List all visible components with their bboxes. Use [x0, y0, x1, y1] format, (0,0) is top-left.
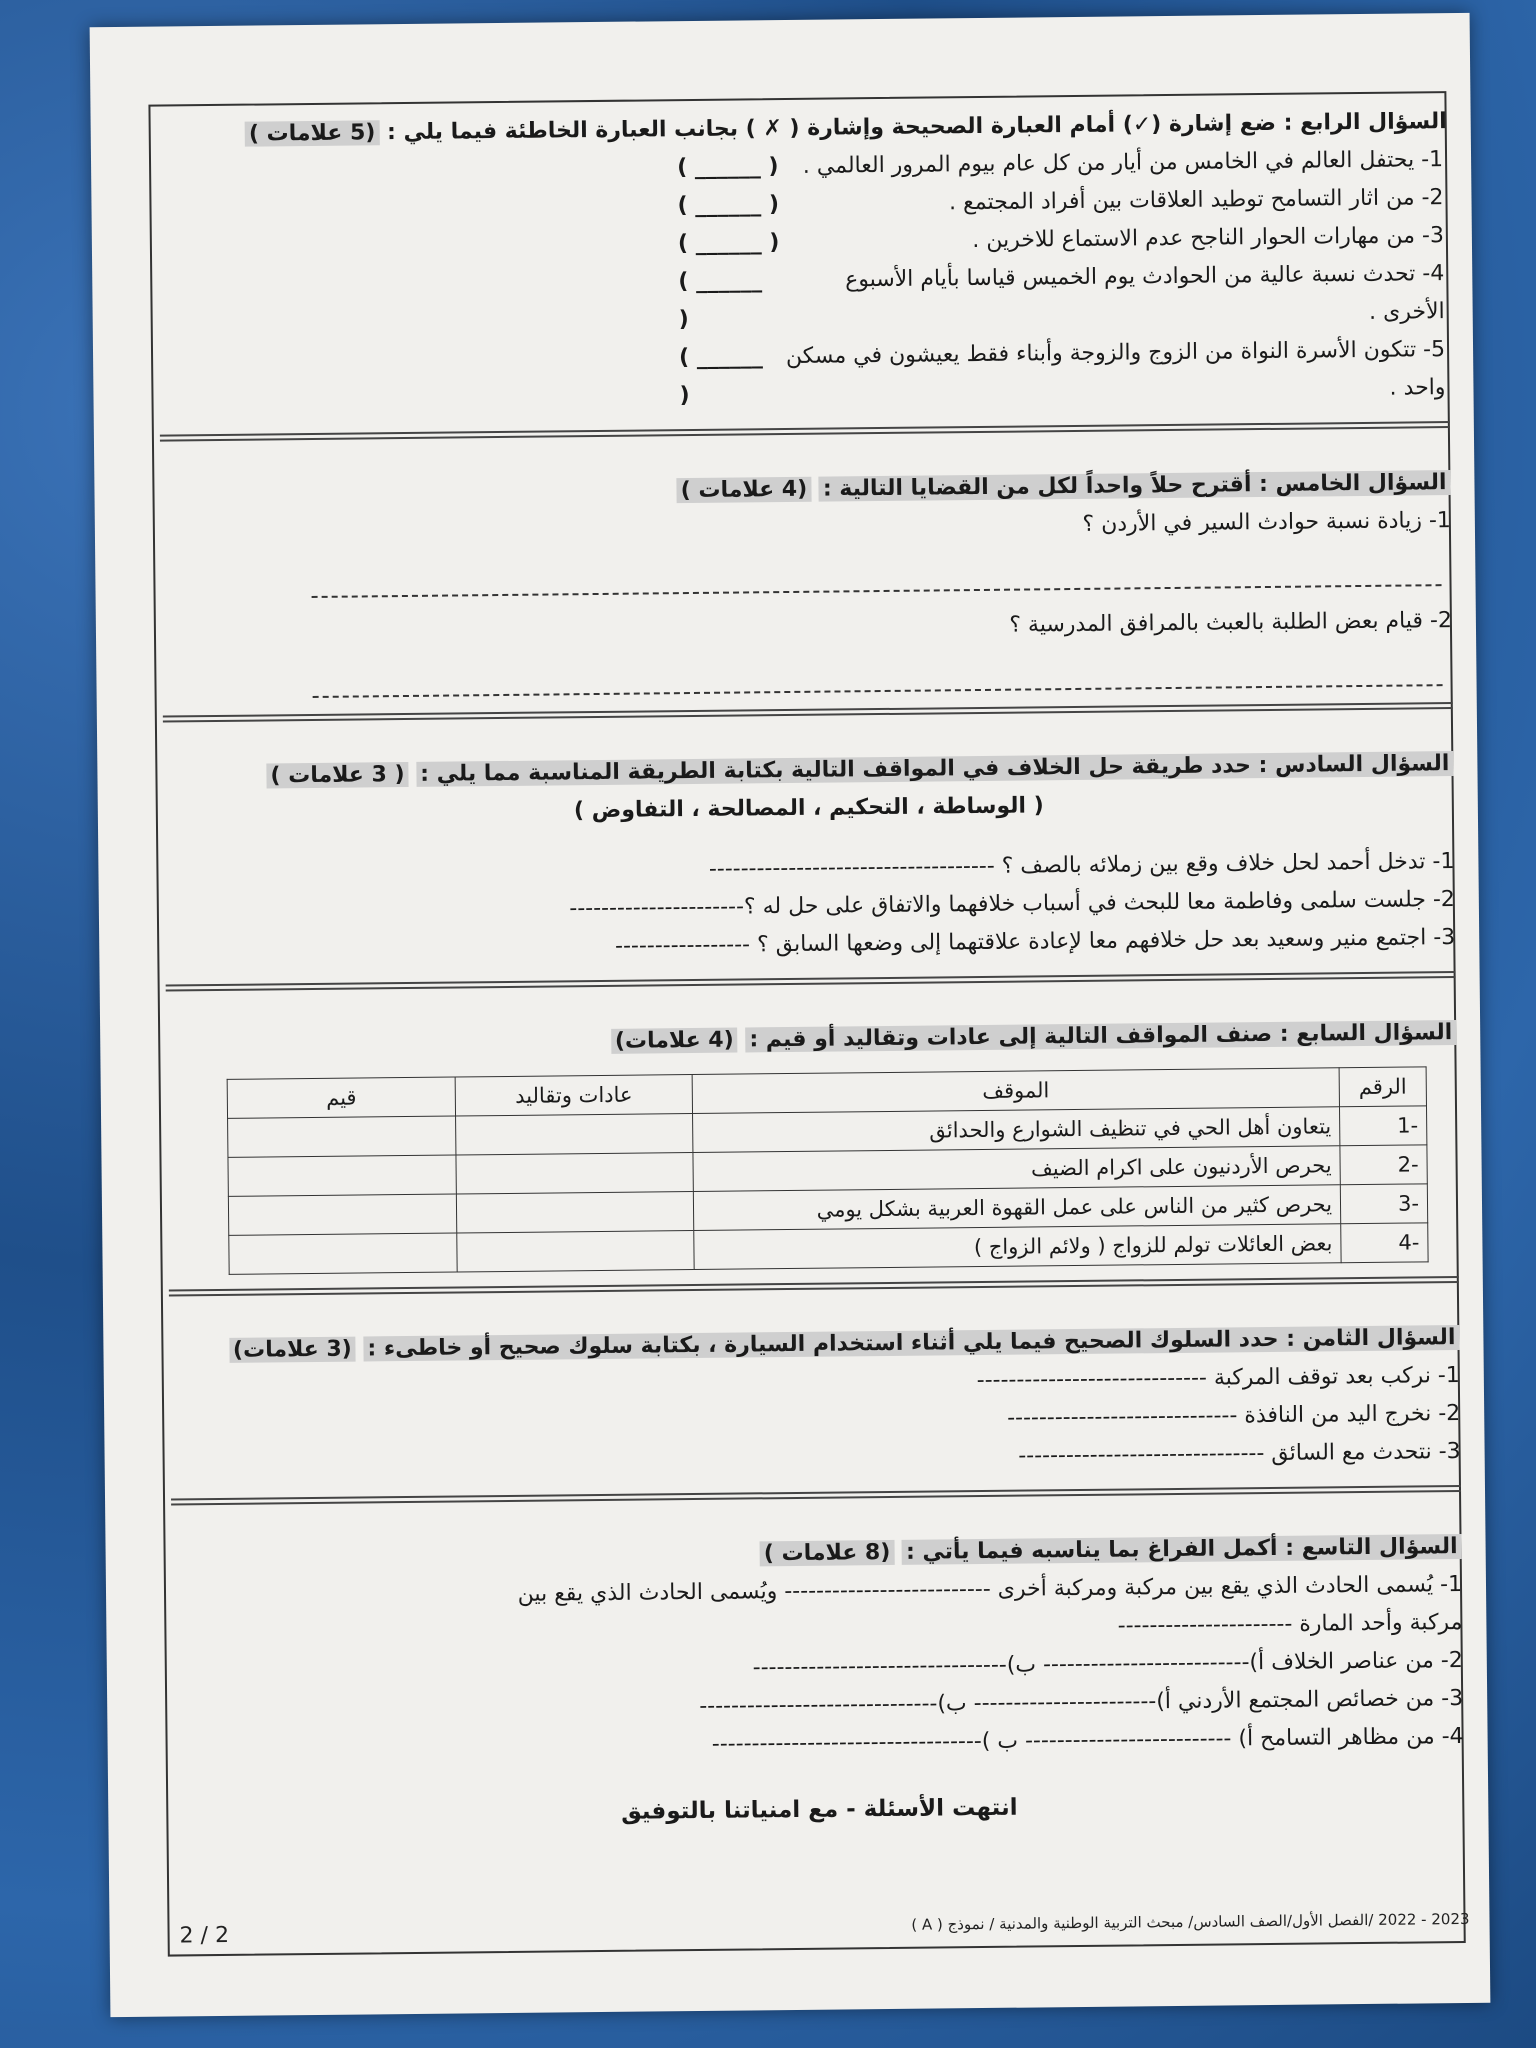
table-row: -1 يتعاون أهل الحي في تنظيف الشوارع والحدائق: [228, 1106, 1427, 1158]
answer-cell[interactable]: [228, 1194, 456, 1235]
classification-table: [227, 1066, 1429, 1275]
answer-cell[interactable]: [228, 1155, 456, 1196]
q7-title: السؤال السابع : صنف المواقف التالية إلى عادات وتقاليد أو قيم : (4 علامات): [166, 1014, 1456, 1066]
answer-cell[interactable]: [229, 1233, 457, 1274]
q6-options: ( الوساطة ، التحكيم ، المصالحة ، التفاوض ): [573, 793, 1044, 824]
q9-item: 2- من عناصر الخلاف أ)-------------------------- ب)--------------------------------: [752, 1647, 1463, 1681]
answer-cell[interactable]: [456, 1114, 693, 1155]
page-number: 2 / 2: [179, 1922, 230, 1949]
q8-marks: (3 علامات): [229, 1337, 356, 1363]
exam-paper: [90, 13, 1491, 2017]
q8-item: 3- نتحدث مع السائق -------------------------------: [1018, 1439, 1461, 1469]
section-divider: [166, 971, 1456, 992]
q4-item: 1- يحتفل العالم في الخامس من أيار من كل عام بيوم المرور العالمي . ( ______ ): [676, 147, 1444, 181]
q9-item: 3- من خصائص المجتمع الأردني أ)----------------------- ب)------------------------------: [699, 1685, 1464, 1719]
q4-item: 2- من اثار التسامح توطيد العلاقات بين أفراد المجتمع . ( ______ ): [677, 185, 1444, 219]
section-divider: [163, 702, 1453, 723]
q6-marks: ( 3 علامات ): [266, 762, 408, 788]
q5-marks: (4 علامات ): [677, 477, 812, 503]
table-header-row: الرقم الموقف عادات وتقاليد قيم: [227, 1067, 1426, 1119]
q9-marks: (8 علامات ): [760, 1540, 895, 1566]
q6-item: 1- تدخل أحمد لحل خلاف وقع بين زملائه بالصف ؟ ------------------------------------: [708, 849, 1455, 882]
q4-marks: (5 علامات ): [245, 120, 380, 146]
table-row: -3 يحرص كثير من الناس على عمل القهوة العربية بشكل يومي: [228, 1184, 1427, 1236]
q5-item: 2- قيام بعض الطلبة بالعبث بالمرافق المدرسية ؟: [1009, 608, 1453, 638]
q5-title: السؤال الخامس : أقترح حلاً واحداً لكل من القضايا التالية : (4 علامات ): [160, 464, 1450, 516]
answer-cell[interactable]: [228, 1116, 456, 1157]
footer-info: 2023 - 2022 /الفصل الأول/الصف السادس/ مبحث التربية الوطنية والمدنية / نموذج ( A ): [911, 1909, 1470, 1934]
section-divider: [169, 1276, 1459, 1297]
q9-item: مركبة وأحد المارة ----------------------: [1117, 1609, 1463, 1639]
q9-item: 4- من مظاهر التسامح أ) -------------------------- ب )----------------------------------: [711, 1723, 1464, 1757]
q9-item: 1- يُسمى الحادث الذي يقع بين مركبة ومركبة أخرى -------------------------- ويُسمى الحادث الذي يقع بين: [517, 1571, 1463, 1607]
q6-title: السؤال السادس : حدد طريقة حل الخلاف في المواقف التالية بكتابة الطريقة المناسبة مما يلي : ( 3 علامات ): [163, 745, 1453, 797]
section-divider: [171, 1485, 1461, 1506]
table-row: -2 يحرص الأردنيون على اكرام الضيف: [228, 1145, 1427, 1197]
q5-item: 1- زيادة نسبة حوادث السير في الأردن ؟: [1082, 508, 1451, 537]
end-text: انتهت الأسئلة - مع امنياتنا بالتوفيق: [620, 1794, 1018, 1825]
exam-content: [157, 103, 1465, 1858]
q4-item: 4- تحدث نسبة عالية من الحوادث يوم الخميس قياسا بأيام الأسبوع الأخرى . ( ______ ): [678, 261, 1445, 333]
q9-title: السؤال التاسع : أكمل الفراغ بما يناسبه فيما يأتي : (8 علامات ): [171, 1528, 1461, 1580]
q6-item: 2- جلست سلمى وفاطمة معا للبحث في أسباب خلافهما والاتفاق على حل له ؟----------------------: [569, 887, 1455, 922]
answer-cell[interactable]: [457, 1231, 694, 1272]
answer-cell[interactable]: [456, 1153, 693, 1194]
q4-item: 5- تتكون الأسرة النواة من الزوج والزوجة وأبناء فقط يعيشون في مسكن واحد . ( ______ ): [678, 337, 1446, 409]
q6-item: 3- اجتمع منير وسعيد بعد حل خلافهم معا لإعادة علاقتهما إلى وضعها السابق ؟ -----------------: [614, 925, 1456, 959]
answer-line[interactable]: [312, 656, 1442, 698]
table-row: -4 بعض العائلات تولم للزواج ( ولائم الزواج ): [229, 1223, 1428, 1275]
q4-item: 3- من مهارات الحوار الناجح عدم الاستماع للاخرين . ( ______ ): [677, 223, 1445, 257]
q7-marks: (4 علامات): [611, 1028, 738, 1054]
q8-item: 1- نركب بعد توقف المركبة -----------------------------: [976, 1363, 1460, 1394]
answer-cell[interactable]: [456, 1192, 693, 1233]
q4-title-text: السؤال الرابع : ضع إشارة (✓) أمام العبارة الصحيحة وإشارة ( ✗ ) بجانب العبارة الخاطئة فيما يلي :: [386, 109, 1447, 146]
answer-line[interactable]: [311, 556, 1441, 598]
q8-item: 2- نخرج اليد من النافذة -----------------------------: [1007, 1401, 1461, 1431]
section-divider: [160, 421, 1450, 442]
q8-title: السؤال الثامن : حدد السلوك الصحيح فيما يلي أثناء استخدام السيارة ، بكتابة سلوك صحيح أو خاطىء : (3 علامات): [169, 1319, 1459, 1371]
